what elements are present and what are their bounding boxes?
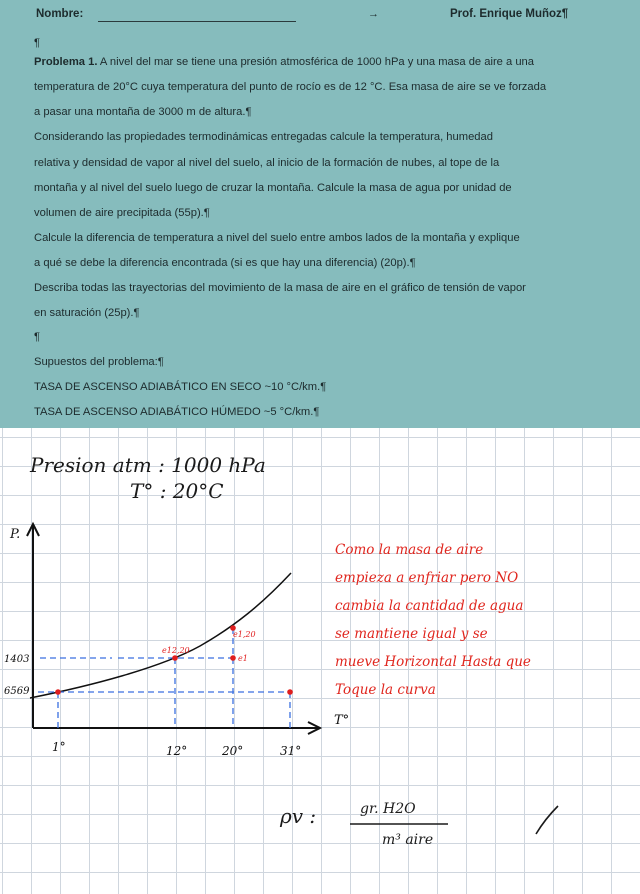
problem-line-4: Considerando las propiedades termodinámicas entregadas calcule la temperatura, humedad: [34, 131, 493, 143]
assumptions-heading: Supuestos del problema:¶: [34, 356, 164, 368]
tab-arrow-mark: →: [368, 8, 379, 20]
moist-adiabatic-rate: TASA DE ASCENSO ADIABÁTICO HÚMEDO ~5 °C/km.¶: [34, 406, 320, 418]
point-label-e1-20: e1,20: [233, 630, 256, 639]
problem-text-1: A nivel del mar se tiene una presión atmosférica de 1000 hPa y una masa de aire a una: [97, 56, 535, 68]
point-label-e1: e1: [238, 654, 248, 663]
x-tick-20: 20°: [222, 744, 244, 758]
note-line-1: Como la masa de aire: [335, 542, 484, 558]
problem-line-1: [34, 56, 608, 68]
pilcrow-line-2: ¶: [34, 331, 41, 343]
y-axis-label: P.: [10, 527, 21, 542]
point-20: [230, 655, 236, 661]
point-12: [172, 655, 178, 661]
point-label-e12: e12,20: [162, 646, 190, 655]
formula-denominator: m³ aire: [382, 832, 434, 848]
problem-line-9: a qué se debe la diferencia encontrada (si es que hay una diferencia) (20p).¶: [34, 257, 416, 269]
problem-line-2: temperatura de 20°C cuya temperatura del punto de rocío es de 12 °C. Esa masa de aire se ve forzada: [34, 81, 547, 93]
temperature-note: T° : 20°C: [130, 479, 224, 503]
pilcrow-line: ¶: [34, 37, 41, 49]
point-31: [287, 689, 293, 695]
name-underline: [98, 21, 296, 22]
problem-line-3: a pasar una montaña de 3000 m de altura.¶: [34, 106, 252, 118]
formula-rho-v: ρv :: [280, 804, 317, 828]
y-tick-1403: 1403: [4, 654, 30, 665]
formula-numerator: gr. H2O: [360, 801, 416, 817]
note-line-3: cambia la cantidad de agua: [335, 598, 524, 614]
pressure-note: Presion atm : 1000 hPa: [30, 453, 266, 477]
name-label: Nombre:: [36, 8, 84, 20]
dry-adiabatic-rate: TASA DE ASCENSO ADIABÁTICO EN SECO ~10 °C/km.¶: [34, 381, 327, 393]
note-line-4: se mantiene igual y se: [335, 626, 488, 642]
problem-title: Problema 1.: [34, 56, 98, 68]
pen-stroke-mark: [536, 806, 558, 834]
problem-line-5: relativa y densidad de vapor al nivel del suelo, al inicio de la formación de nubes, al tope de la: [34, 157, 500, 169]
projected-document: [0, 0, 640, 428]
note-line-2: empieza a enfriar pero NO: [335, 570, 519, 586]
x-tick-1: 1°: [52, 740, 66, 754]
note-line-6: Toque la curva: [335, 682, 436, 698]
y-tick-6569: 6569: [4, 686, 30, 697]
problem-line-10: Describa todas las trayectorias del movimiento de la masa de aire en el gráfico de tensión de vapor: [34, 282, 526, 294]
handwritten-notes: [0, 428, 640, 894]
x-tick-12: 12°: [166, 744, 188, 758]
problem-line-11: en saturación (25p).¶: [34, 307, 140, 319]
problem-line-8: Calcule la diferencia de temperatura a nivel del suelo entre ambos lados de la montaña y explique: [34, 232, 520, 244]
note-line-5: mueve Horizontal Hasta que: [335, 654, 531, 670]
problem-line-6: montaña y al nivel del suelo luego de cruzar la montaña. Calcule la masa de agua por unidad de: [34, 182, 512, 194]
point-1: [55, 689, 61, 695]
professor-name: Prof. Enrique Muñoz¶: [450, 8, 569, 20]
problem-line-7: volumen de aire precipitada (55p).¶: [34, 207, 210, 219]
x-axis-label: T°: [334, 713, 350, 728]
x-tick-31: 31°: [280, 744, 302, 758]
